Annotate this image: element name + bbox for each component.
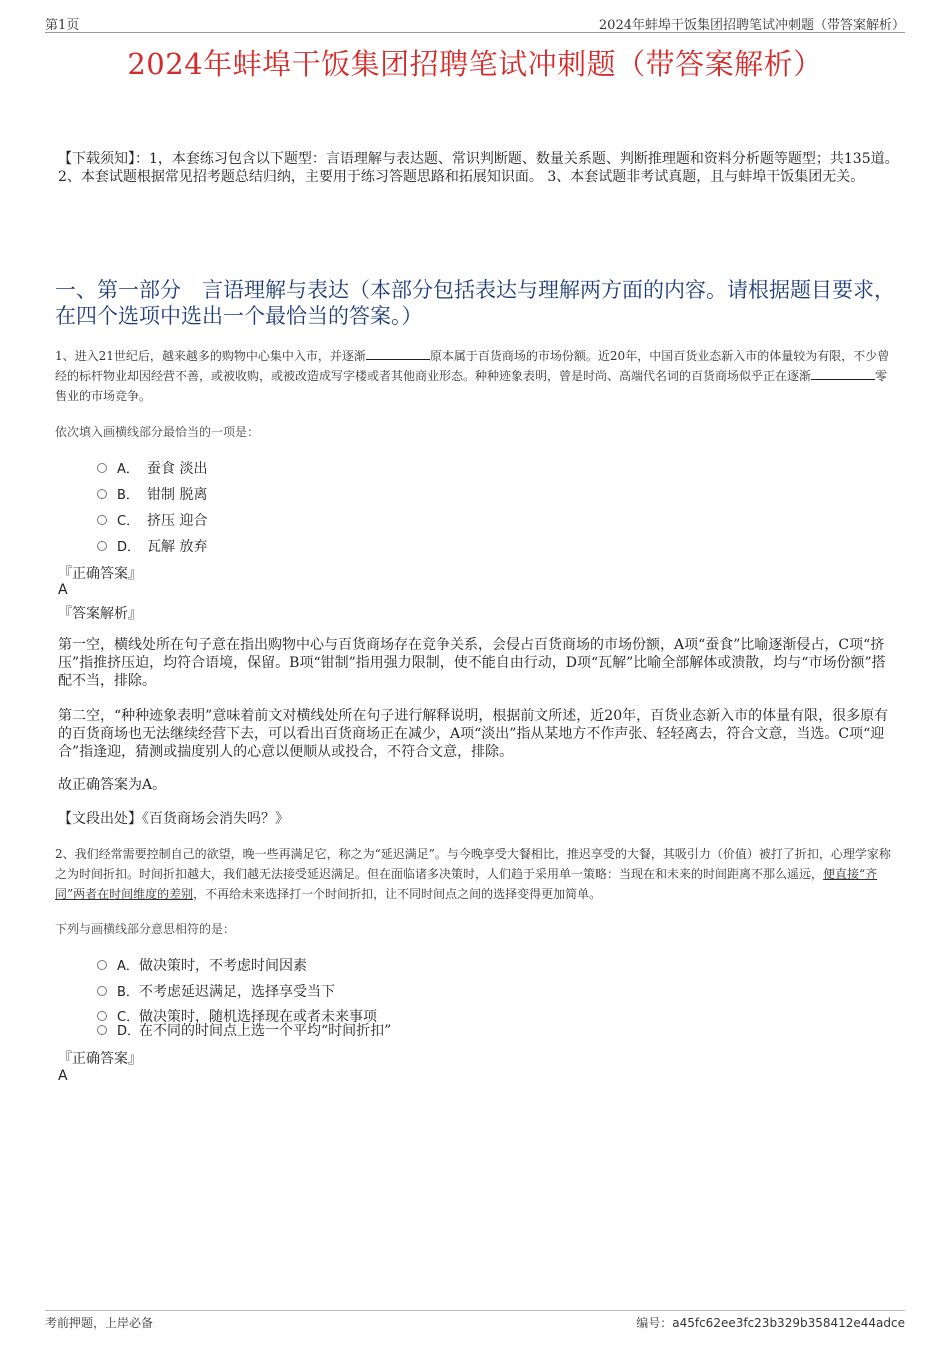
q1-option-b[interactable]: B． 钳制 脱离 <box>97 484 207 504</box>
radio-icon[interactable] <box>97 1025 107 1035</box>
answer-blank <box>811 367 875 380</box>
q1-option-d[interactable]: D． 瓦解 放弃 <box>97 536 207 556</box>
q1-source: 【文段出处】《百货商场会消失吗？》 <box>58 811 289 827</box>
question-1-prompt: 依次填入画横线部分最恰当的一项是： <box>55 425 260 439</box>
download-notice: 【下载须知】：1，本套练习包含以下题型：言语理解与表达题、常识判断题、数量关系题、判断推理题和资料分析题等题型；共135道。 2、本套试题根据常见招考题总结归纳，主要用于练习答题思路和拓展知识面。 3、本套试题非考试真题，且与蚌埠干饭集团无关。 <box>58 151 899 185</box>
running-title: 2024年蚌埠干饭集团招聘笔试冲刺题（带答案解析） <box>598 18 905 33</box>
radio-icon[interactable] <box>97 489 107 499</box>
radio-icon[interactable] <box>97 463 107 473</box>
q1-option-a[interactable]: A． 蚕食 淡出 <box>97 458 207 478</box>
document-title: 2024年蚌埠干饭集团招聘笔试冲刺题（带答案解析） <box>127 47 823 81</box>
q1-answer: A <box>58 582 68 598</box>
q2-answer-label: 『正确答案』 <box>58 1051 142 1067</box>
q1-stem-part-3: 零售业的市场竞争。 <box>55 369 888 403</box>
q2-option-a[interactable]: A．做决策时，不考虑时间因素 <box>97 955 307 975</box>
page-number: 第1页 <box>45 18 80 33</box>
q2-answer: A <box>58 1068 68 1084</box>
header-divider <box>45 32 905 33</box>
q2-stem-part-2: ，不再给未来选择打一个时间折扣，让不同时间点之间的选择变得更加简单。 <box>193 887 602 901</box>
section-heading: 一、第一部分 言语理解与表达（本部分包括表达与理解两方面的内容。请根据题目要求，在四个选项中选出一个最恰当的答案。） <box>55 278 895 328</box>
question-2-prompt: 下列与画横线部分意思相符的是： <box>55 922 236 936</box>
footer-slogan: 考前押题，上岸必备 <box>45 1316 154 1330</box>
q2-option-c[interactable]: C．做决策时，随机选择现在或者未来事项 <box>97 1006 377 1026</box>
q2-option-d[interactable]: D．在不同的时间点上选一个平均“时间折扣” <box>97 1020 391 1040</box>
q2-stem-part-1: 2、我们经常需要控制自己的欲望，晚一些再满足它，称之为“延迟满足”。与今晚享受大餐相比，推迟享受的大餐，其吸引力（价值）被打了折扣，心理学家称之为时间折扣。时间折扣越大，我们越无法接受延迟满足。但在面临诸多决策时，人们趋于采用单一策略：当现在和未来的时间距离不那么遥远， <box>55 847 891 881</box>
radio-icon[interactable] <box>97 541 107 551</box>
q1-stem-part-2: 原本属于百货商场的市场份额。近20年，中国百货业态新入市的体量较为有限，不少曾经的标杆物业却因经营不善，或被收购，或被改造成写字楼或者其他商业形态。种种迹象表明，曾是时尚、高端代名词的百货商场似乎正在逐渐 <box>55 349 890 383</box>
q1-stem-part-1: 1、进入21世纪后，越来越多的购物中心集中入市，并逐渐 <box>55 349 366 363</box>
radio-icon[interactable] <box>97 515 107 525</box>
footer-doc-id: 编号：a45fc62ee3fc23b329b358412e44adce <box>636 1316 905 1330</box>
q1-analysis-paragraph-2: 第二空，“种种迹象表明”意味着前文对横线处所在句子进行解释说明，根据前文所述，近20年，百货业态新入市的体量有限，很多原有的百货商场也无法继续经营下去，可以看出百货商场正在减少，A项“淡出”指从某地方不作声张、轻轻离去，符合文意，当选。C项“迎合”指逢迎，猜测或揣度别人的心意以便顺从或投合，不符合文意，排除。 <box>58 708 889 760</box>
question-1-stem <box>55 346 895 406</box>
footer-divider <box>45 1310 905 1311</box>
radio-icon[interactable] <box>97 960 107 970</box>
underlined-text: 便直接“齐同”两者在时间维度的差别 <box>55 867 878 901</box>
q1-option-c[interactable]: C． 挤压 迎合 <box>97 510 207 530</box>
answer-blank <box>366 347 430 360</box>
q1-analysis-conclusion: 故正确答案为A。 <box>58 777 167 793</box>
q1-analysis-paragraph-1: 第一空，横线处所在句子意在指出购物中心与百货商场存在竞争关系，会侵占百货商场的市场份额，A项“蚕食”比喻逐渐侵占，C项“挤压”指推挤压迫，均符合语境，保留。B项“钳制”指用强力限制，使不能自由行动，D项“瓦解”比喻全部解体或溃散，均与“市场份额”搭配不当，排除。 <box>58 637 886 689</box>
q1-answer-label: 『正确答案』 <box>58 566 142 582</box>
q2-option-b[interactable]: B．不考虑延迟满足，选择享受当下 <box>97 981 335 1001</box>
q1-analysis-label: 『答案解析』 <box>58 606 142 622</box>
radio-icon[interactable] <box>97 986 107 996</box>
question-2-stem <box>55 844 895 904</box>
